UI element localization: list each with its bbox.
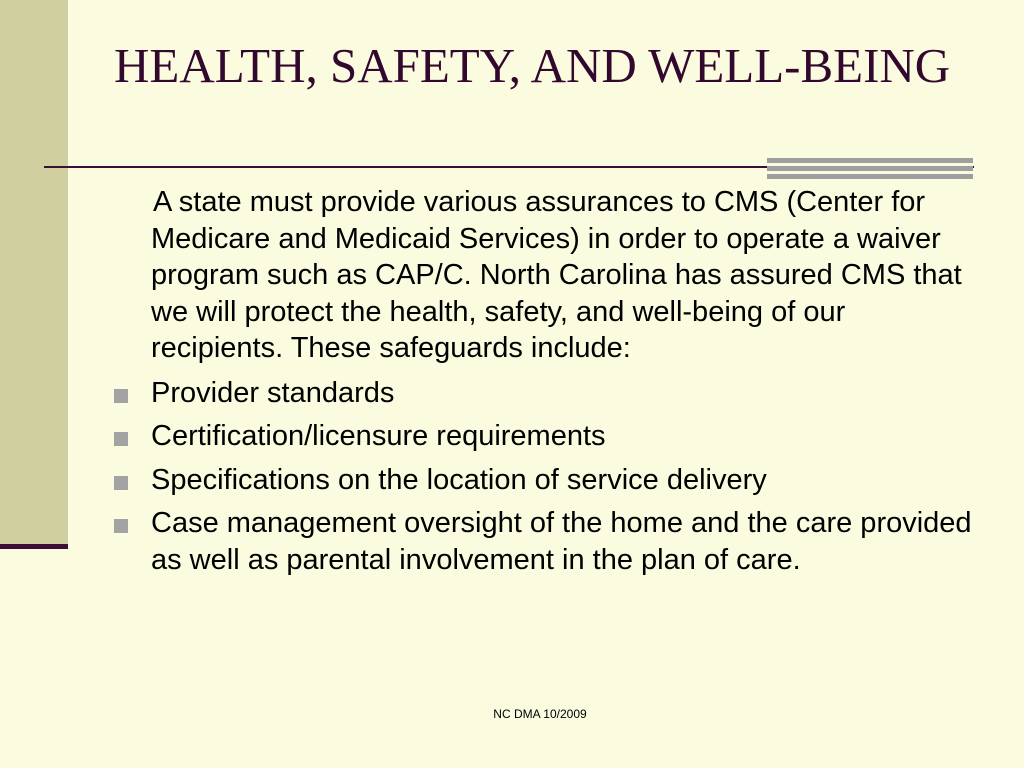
square-bullet-icon [114, 519, 128, 533]
bullet-text: Case management oversight of the home and the care provided as well as parental involvement in the plan of care. [151, 507, 972, 576]
bullet-text: Specifications on the location of service delivery [151, 463, 767, 496]
left-decorative-band [0, 0, 68, 548]
title-decorative-bars [767, 158, 973, 180]
intro-paragraph: A state must provide various assurances to CMS (Center for Medicare and Medicaid Services) in order to operate a waiver program such as CAP/C. North Carolina has assured CMS that we will protect the health, safety, and well-being of our recipients. These safeguards include: [151, 186, 962, 364]
left-accent-line [0, 544, 68, 549]
square-bullet-icon [114, 432, 128, 446]
square-bullet-icon [114, 389, 128, 403]
slide-footer: NC DMA 10/2009 [493, 707, 587, 721]
bullet-item [114, 505, 984, 578]
slide-body [114, 184, 984, 585]
square-bullet-icon [114, 476, 128, 490]
decorative-bar [767, 174, 973, 179]
bullet-item [114, 375, 984, 412]
bullet-text: Provider standards [151, 376, 395, 409]
decorative-bar [767, 166, 973, 171]
bullet-item [114, 462, 984, 499]
slide-title: HEALTH, SAFETY, AND WELL-BEING [114, 38, 951, 93]
bullet-list [114, 375, 984, 579]
decorative-bar [767, 158, 973, 163]
bullet-item [114, 418, 984, 455]
bullet-text: Certification/licensure requirements [151, 420, 606, 452]
